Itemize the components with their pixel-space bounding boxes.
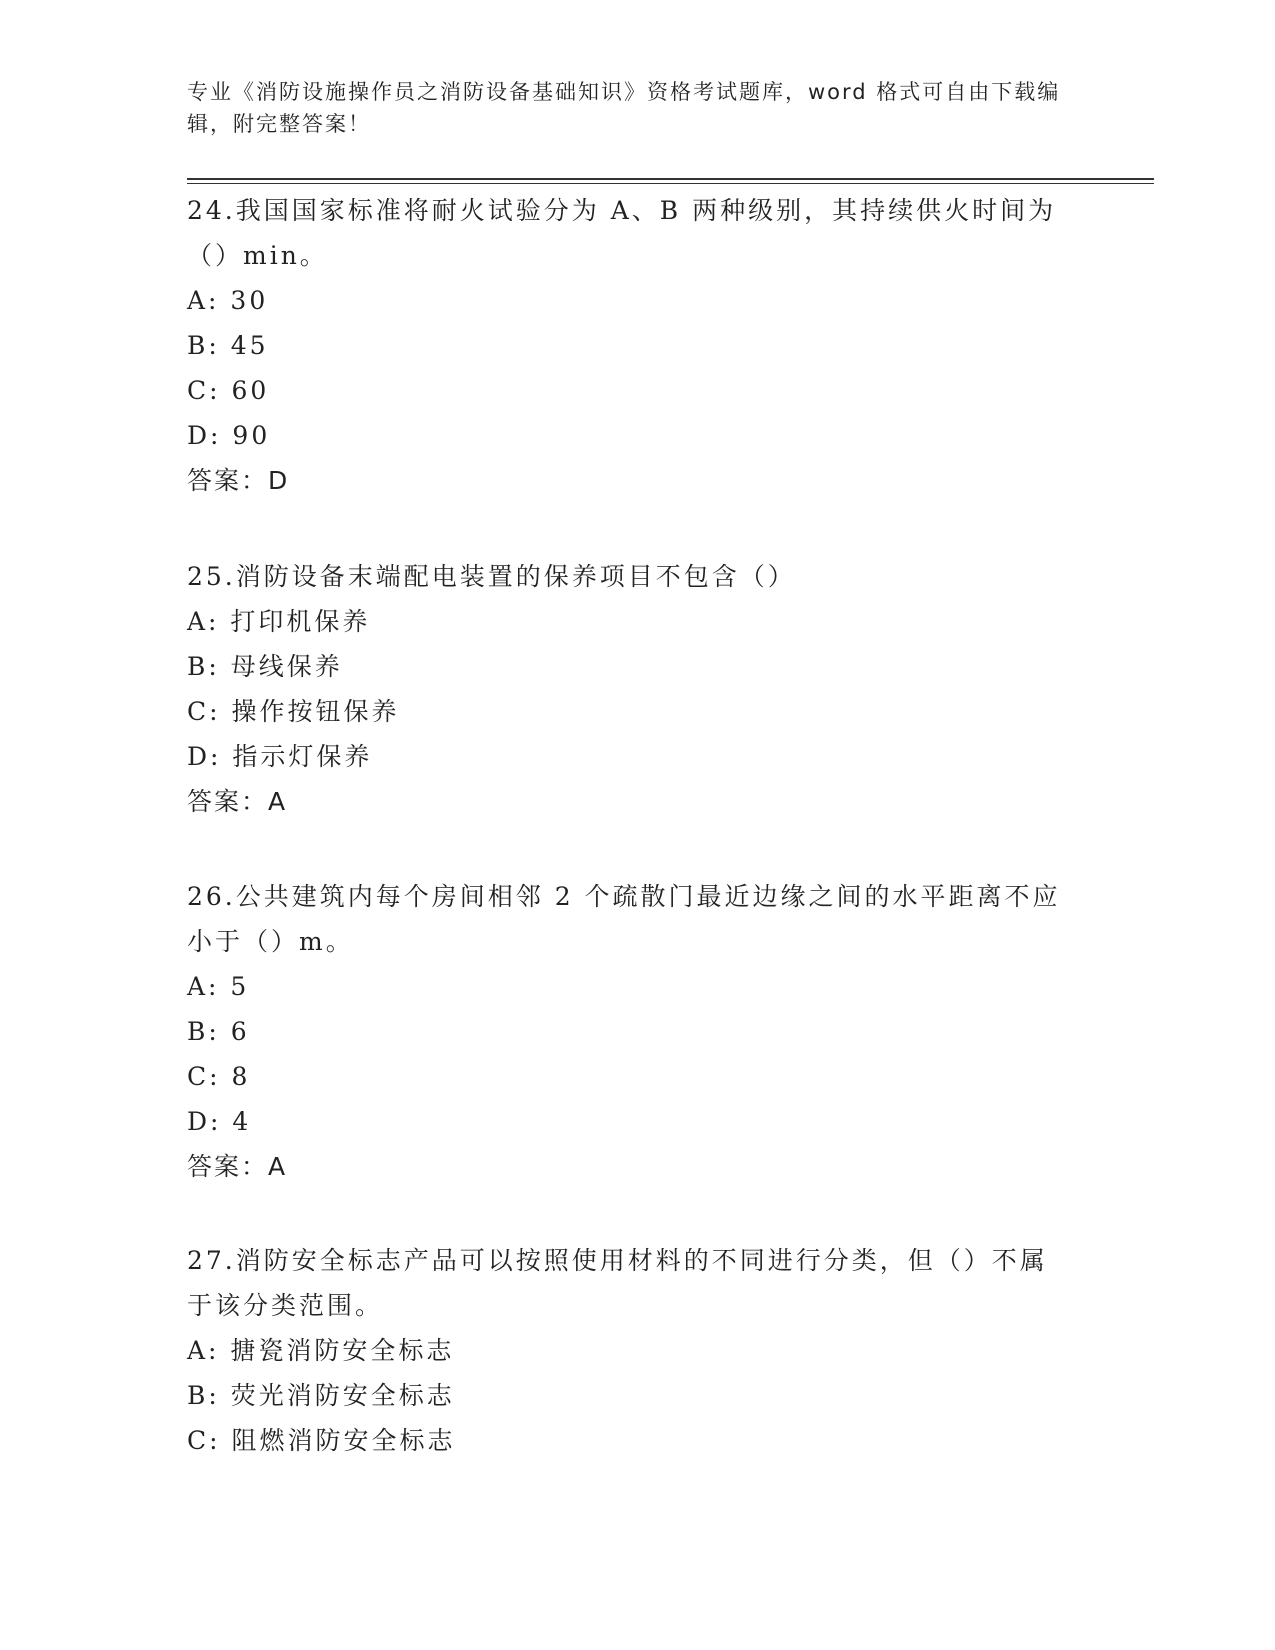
header-divider-thick bbox=[187, 178, 1154, 180]
document-header: 专业《消防设施操作员之消防设备基础知识》资格考试题库，word 格式可自由下载编辑，附完整答案！ bbox=[187, 80, 1061, 136]
header-divider-thin bbox=[187, 183, 1154, 184]
question-24 bbox=[187, 188, 1087, 503]
question-stem: 25.消防设备末端配电装置的保养项目不包含（） bbox=[187, 562, 796, 591]
option-d: D: 4 bbox=[187, 1107, 252, 1136]
option-b: B: 45 bbox=[187, 331, 269, 360]
option-d: D: 90 bbox=[187, 421, 271, 450]
answer-label: 答案：A bbox=[187, 787, 288, 816]
option-d: D: 指示灯保养 bbox=[187, 742, 373, 771]
answer-label: 答案：A bbox=[187, 1152, 288, 1181]
option-c: C: 60 bbox=[187, 376, 270, 405]
option-a: A: 打印机保养 bbox=[187, 607, 371, 636]
question-27 bbox=[187, 1238, 1087, 1463]
option-b: B: 母线保养 bbox=[187, 652, 343, 681]
option-a: A: 30 bbox=[187, 286, 269, 315]
option-b: B: 荧光消防安全标志 bbox=[187, 1381, 455, 1410]
answer-label: 答案：D bbox=[187, 466, 290, 495]
question-25 bbox=[187, 554, 1087, 824]
option-c: C: 操作按钮保养 bbox=[187, 697, 400, 726]
option-a: A: 搪瓷消防安全标志 bbox=[187, 1336, 455, 1365]
option-c: C: 阻燃消防安全标志 bbox=[187, 1426, 456, 1455]
question-stem: 27.消防安全标志产品可以按照使用材料的不同进行分类，但（）不属于该分类范围。 bbox=[187, 1246, 1048, 1320]
question-stem: 26.公共建筑内每个房间相邻 2 个疏散门最近边缘之间的水平距离不应小于（）m。 bbox=[187, 882, 1061, 956]
question-stem: 24.我国国家标准将耐火试验分为 A、B 两种级别，其持续供火时间为（）min。 bbox=[187, 196, 1057, 270]
option-a: A: 5 bbox=[187, 972, 250, 1001]
question-26 bbox=[187, 874, 1087, 1189]
option-b: B: 6 bbox=[187, 1017, 250, 1046]
option-c: C: 8 bbox=[187, 1062, 251, 1091]
